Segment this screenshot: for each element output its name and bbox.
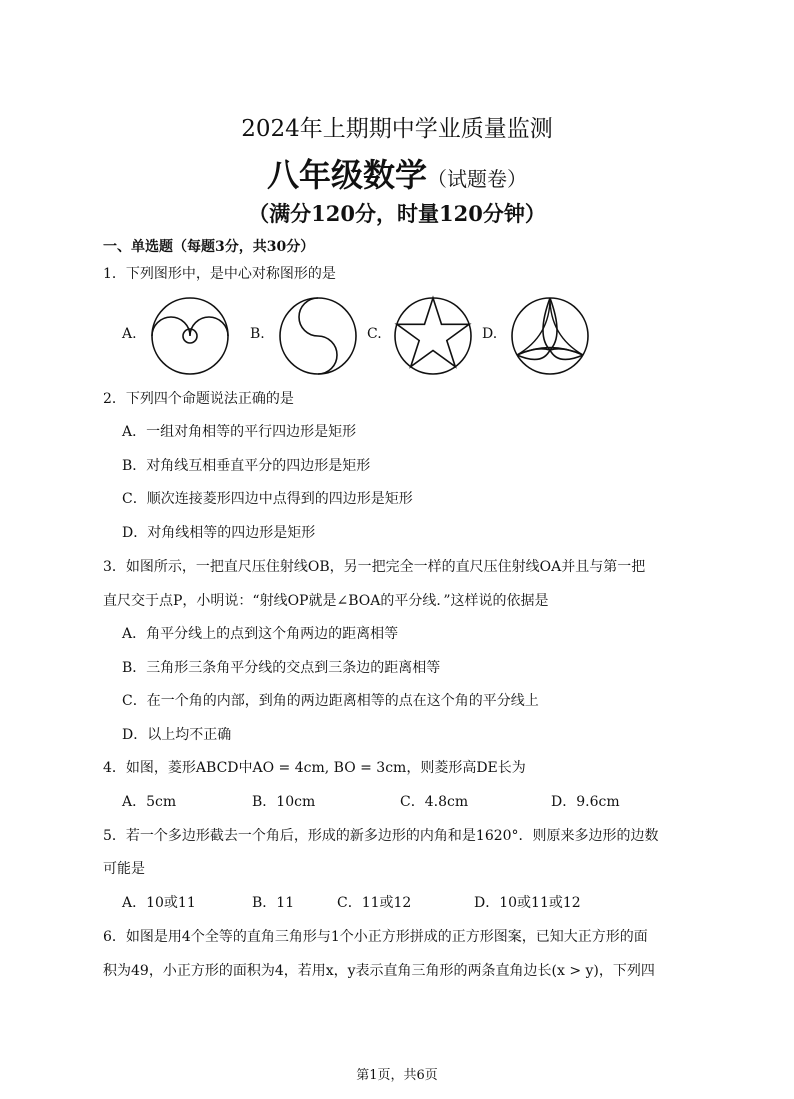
q1-label-a: A. <box>122 326 137 342</box>
q1-figure-a <box>150 296 230 376</box>
q2-option-d: D．对角线相等的四边形是矩形 <box>122 525 316 541</box>
q5-option-d: D．10或11或12 <box>474 895 581 911</box>
q4-option-a: A．5cm <box>122 794 177 810</box>
q1-stem: 1．下列图形中，是中心对称图形的是 <box>103 266 336 282</box>
q1-label-d: D. <box>482 326 498 342</box>
q2-option-b: B．对角线互相垂直平分的四边形是矩形 <box>122 458 371 474</box>
page-footer: 第1页，共6页 <box>356 1068 438 1083</box>
q2-option-c: C．顺次连接菱形四边中点得到的四边形是矩形 <box>122 491 413 507</box>
q5-stem-line2: 可能是 <box>103 861 145 877</box>
exam-info: （满分120分，时量120分钟） <box>248 201 546 226</box>
q4-option-b: B．10cm <box>252 794 316 810</box>
paper-type: （试题卷） <box>427 167 527 191</box>
q3-option-c: C．在一个角的内部，到角的两边距离相等的点在这个角的平分线上 <box>122 693 539 709</box>
q3-option-d: D．以上均不正确 <box>122 727 232 743</box>
section-heading: 一、单选题（每题3分，共30分） <box>103 239 315 255</box>
q4-option-c: C．4.8cm <box>400 794 469 810</box>
q6-stem-line1: 6．如图是用4个全等的直角三角形与1个小正方形拼成的正方形图案，已知大正方形的面 <box>103 929 648 945</box>
q1-figure-d <box>510 296 590 376</box>
exam-title: 2024年上期期中学业质量监测 <box>241 116 553 142</box>
q3-option-a: A．角平分线上的点到这个角两边的距离相等 <box>122 626 399 642</box>
q3-stem-line1: 3．如图所示，一把直尺压住射线OB，另一把完全一样的直尺压住射线OA并且与第一把 <box>103 559 646 575</box>
q5-option-c: C．11或12 <box>337 895 412 911</box>
q3-option-b: B．三角形三条角平分线的交点到三条边的距离相等 <box>122 660 441 676</box>
q5-stem-line1: 5．若一个多边形截去一个角后，形成的新多边形的内角和是1620°．则原来多边形的边数 <box>103 828 659 844</box>
q2-option-a: A．一组对角相等的平行四边形是矩形 <box>122 424 357 440</box>
subject-name: 八年级数学 <box>266 156 427 194</box>
q4-stem: 4．如图，菱形ABCD中AO = 4cm, BO = 3cm，则菱形高DE长为 <box>103 760 526 776</box>
q5-option-a: A．10或11 <box>122 895 196 911</box>
subject-title <box>0 150 794 196</box>
q1-figure-c <box>393 296 473 376</box>
q1-label-c: C. <box>367 326 382 342</box>
q1-label-b: B. <box>250 326 265 342</box>
q6-stem-line2: 积为49，小正方形的面积为4，若用x，y表示直角三角形的两条直角边长(x > y)，下列四 <box>103 963 655 979</box>
q3-stem-line2: 直尺交于点P，小明说：“射线OP就是∠BOA的平分线．”这样说的依据是 <box>103 593 549 609</box>
q4-option-d: D．9.6cm <box>551 794 620 810</box>
q2-stem: 2．下列四个命题说法正确的是 <box>103 391 294 407</box>
q5-option-b: B．11 <box>252 895 295 911</box>
q1-figure-b <box>278 296 358 376</box>
